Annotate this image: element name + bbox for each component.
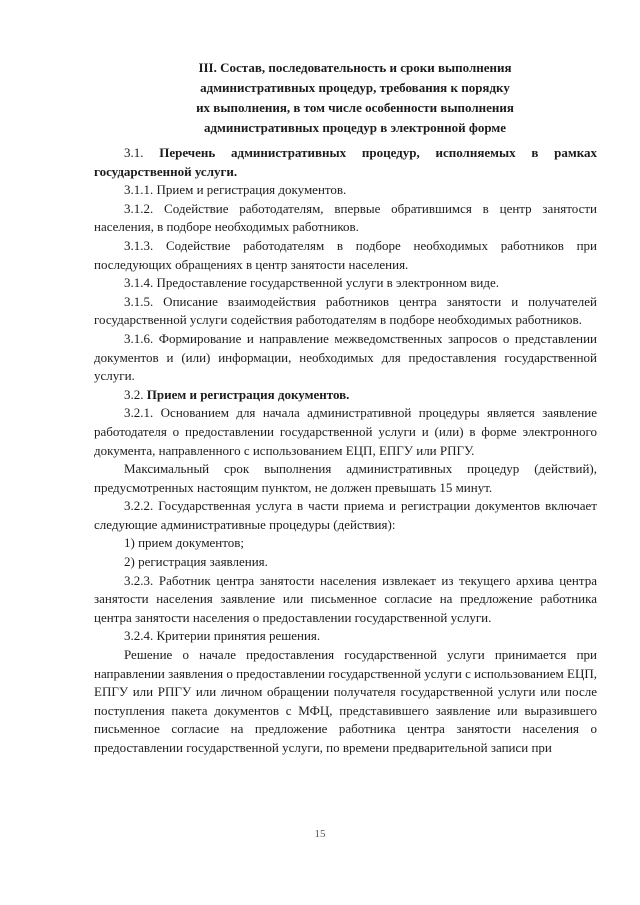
paragraph-3-1: 3.1. Перечень административных процедур, исполняемых в рамках государственной услуги.: [94, 145, 597, 179]
paragraph-max-time: Максимальный срок выполнения административных процедур (действий), предусмотренных настоящим пунктом, не должен превышать 15 минут.: [94, 461, 597, 495]
paragraph-3-2-1: 3.2.1. Основанием для начала административной процедуры является заявление работодателя о предоставлении государственной услуги и (или) в форме электронного документа, направленного с использованием ЕЦП, ЕПГУ или РПГУ.: [94, 405, 597, 458]
heading-line-4: административных процедур в электронной форме: [203, 120, 507, 135]
heading-line-1: III. Состав, последовательность и сроки выполнения: [198, 60, 512, 75]
paragraph-3-1-2: 3.1.2. Содействие работодателям, впервые обратившимся в центр занятости населения, в подборе необходимых работников.: [94, 200, 597, 235]
heading-line-3: их выполнения, в том числе особенности выполнения: [196, 100, 514, 115]
paragraph-3-1-4: 3.1.4. Предоставление государственной услуги в электронном виде.: [124, 275, 500, 291]
section-heading: [150, 58, 560, 138]
list-item-2: 2) регистрация заявления.: [124, 554, 268, 570]
paragraph-3-1-1: 3.1.1. Прием и регистрация документов.: [124, 182, 347, 198]
page-number: 15: [314, 828, 326, 840]
paragraph-3-2: 3.2. Прием и регистрация документов.: [124, 386, 350, 402]
paragraph-3-2-2: 3.2.2. Государственная услуга в части приема и регистрации документов включает следующие административные процедуры (действия):: [94, 498, 597, 532]
heading-line-2: административных процедур, требования к порядку: [200, 80, 510, 95]
paragraph-3-1-3: 3.1.3. Содействие работодателям в подборе необходимых работников при последующих обращениях в центр занятости населения.: [94, 237, 597, 272]
paragraph-3-1-6: 3.1.6. Формирование и направление межведомственных запросов о представлении документов и (или) информации, необходимых для предоставления государственной услуги.: [94, 330, 597, 384]
list-item-1: 1) прием документов;: [124, 535, 245, 551]
document-body: [94, 144, 597, 758]
paragraph-3-1-5: 3.1.5. Описание взаимодействия работников центра занятости и получателей государственной услуги содействия работодателям в подборе необходимых работников.: [94, 293, 597, 328]
paragraph-3-2-4: 3.2.4. Критерии принятия решения.: [124, 628, 321, 644]
paragraph-3-2-3: 3.2.3. Работник центра занятости населения извлекает из текущего архива центра занятости населения заявление или письменное согласие на предложение работника центра занятости населения о предоставлении государственной услуги.: [94, 572, 597, 625]
paragraph-decision: Решение о начале предоставления государственной услуги принимается при направлении заявления о предоставлении государственной услуги с использованием ЕЦП, ЕПГУ или РПГУ или личном обращении получателя государственной услуги или после поступления пакета документов с МФЦ, представившего заявление или выразившего письменное согласие на предложение работника центра занятости населения о предоставлении государственной услуги, по времени предварительной записи при: [94, 647, 597, 755]
